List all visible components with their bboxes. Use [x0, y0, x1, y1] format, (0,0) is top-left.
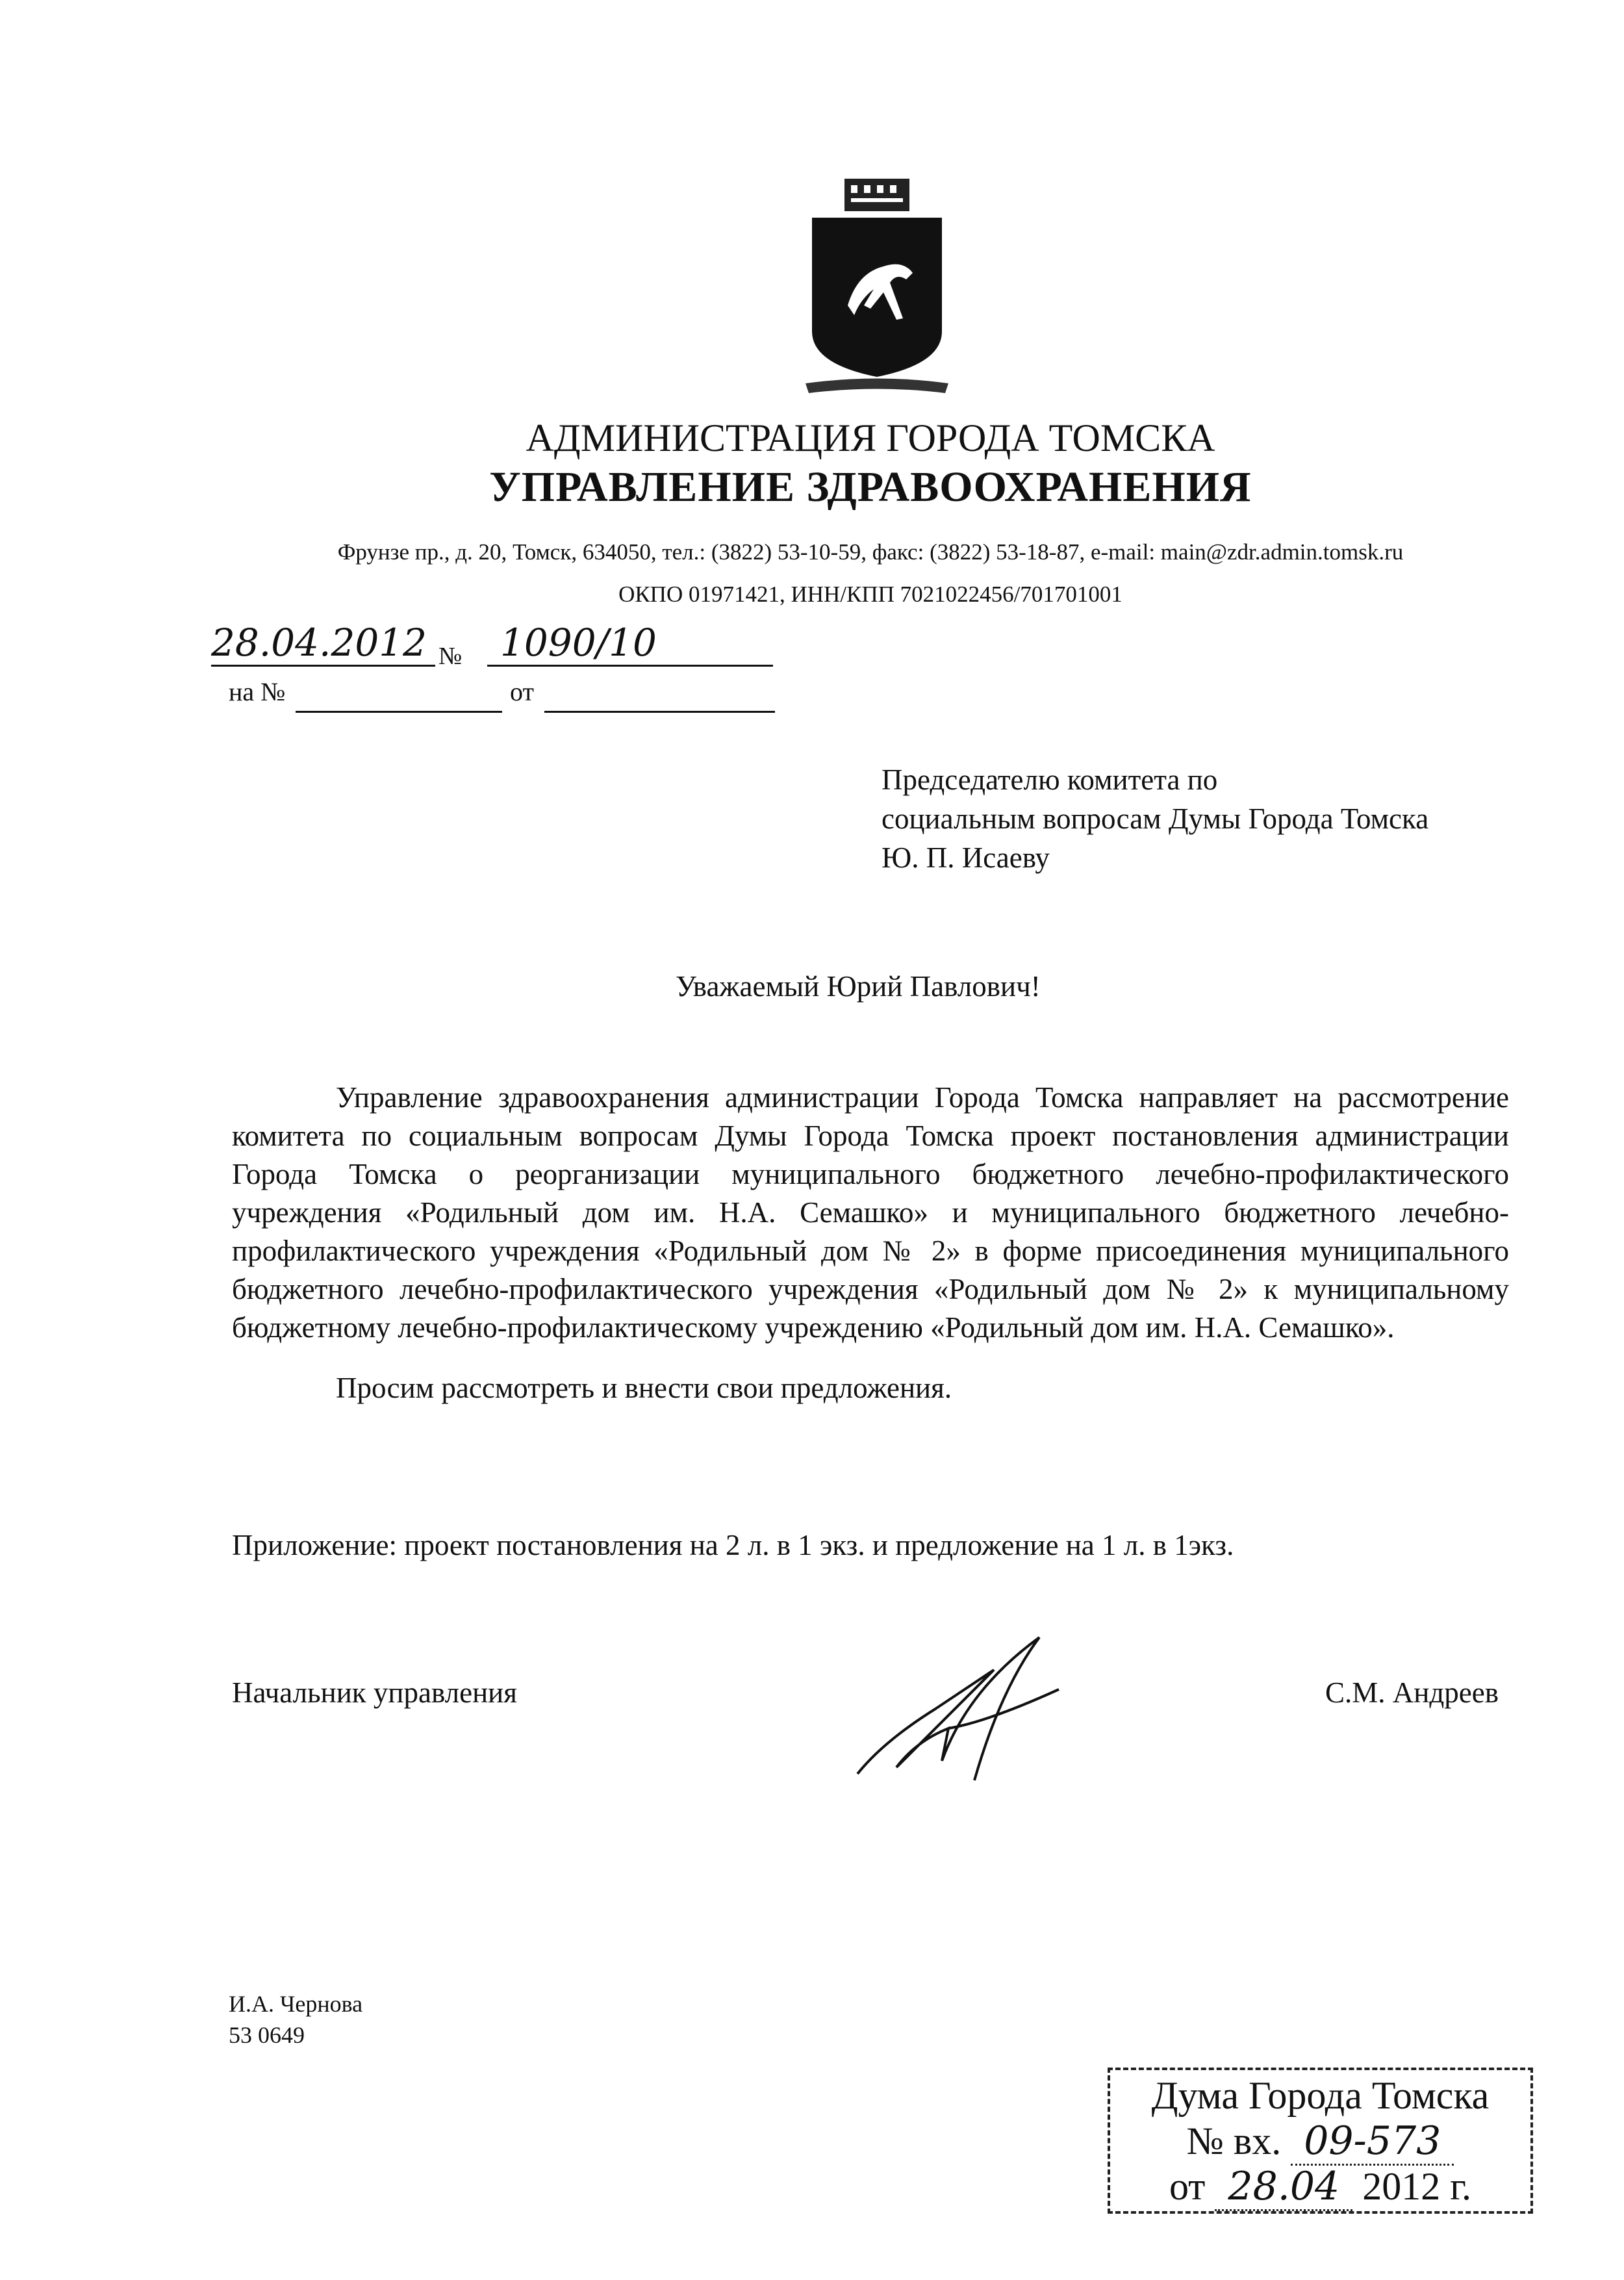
address-line: Фрунзе пр., д. 20, Томск, 634050, тел.: (3822) 53-10-59, факс: (3822) 53-18-87, e-mail: main@zdr.admin.tomsk.ru — [337, 539, 1404, 565]
greeting: Уважаемый Юрий Павлович! — [676, 970, 1041, 1003]
stamp-title: Дума Города Томска — [1151, 2074, 1490, 2117]
stamp-number-label: № вх. — [1186, 2120, 1282, 2162]
signature — [844, 1611, 1104, 1797]
signatory-name: С.М. Андреев — [1325, 1676, 1499, 1709]
addressee-line: Председателю комитета по — [882, 763, 1218, 796]
addressee-line: Ю. П. Исаеву — [882, 841, 1050, 874]
number-label: № — [438, 643, 463, 670]
stamp-number-row — [1110, 2118, 1530, 2164]
ref-number-label: на № — [229, 677, 286, 706]
executor-block — [229, 1988, 362, 2051]
executor-phone: 53 0649 — [229, 2022, 305, 2048]
org-title: АДМИНИСТРАЦИЯ ГОРОДА ТОМСКА — [526, 416, 1215, 459]
stamp-date-label: от — [1169, 2165, 1206, 2208]
codes-line: ОКПО 01971421, ИНН/КПП 7021022456/701701001 — [618, 582, 1123, 607]
outgoing-number: 1090/10 — [487, 621, 773, 667]
dept-title: УПРАВЛЕНИЕ ЗДРАВООХРАНЕНИЯ — [489, 463, 1252, 511]
signatory-position: Начальник управления — [232, 1676, 517, 1709]
stamp-number: 09-573 — [1291, 2118, 1454, 2166]
addressee-block — [882, 760, 1428, 877]
registration-stamp — [1108, 2068, 1533, 2214]
ref-date-field — [544, 682, 775, 713]
coat-of-arms-emblem — [799, 175, 955, 409]
attachment-line: Приложение: проект постановления на 2 л. в 1 экз. и предложение на 1 л. в 1экз. — [232, 1529, 1234, 1561]
ref-date-label: от — [510, 677, 534, 706]
ref-number-field — [296, 682, 502, 713]
stamp-day-month: 28.04 — [1215, 2164, 1352, 2211]
stamp-year-suffix: г. — [1450, 2165, 1472, 2208]
outgoing-date: 28.04.2012 — [211, 621, 435, 667]
addressee-line: социальным вопросам Думы Города Томска — [882, 802, 1429, 835]
stamp-year: 2012 — [1362, 2165, 1441, 2208]
executor-name: И.А. Чернова — [229, 1991, 363, 2017]
body-paragraph: Просим рассмотреть и внести свои предложения. — [336, 1372, 952, 1404]
stamp-date-row — [1110, 2164, 1530, 2209]
body-paragraph: Управление здравоохранения администрации Города Томска направляет на рассмотрение комитета по социальным вопросам Думы Города Томска проект постановления администрации Города Томска о реорганизации муниципального бюджетного лечебно-профилактического учреждения «Родильный дом им. Н.А. Семашко» и муниципального бюджетного лечебно-профилактического учреждения «Родильный дом № 2» в форме присоединения муниципального бюджетного лечебно-профилактического учреждения «Родильный дом № 2» к муниципальному бюджетному лечебно-профилактическому учреждению «Родильный дом им. Н.А. Семашко». — [232, 1081, 1509, 1344]
letter-body — [232, 1079, 1509, 1407]
